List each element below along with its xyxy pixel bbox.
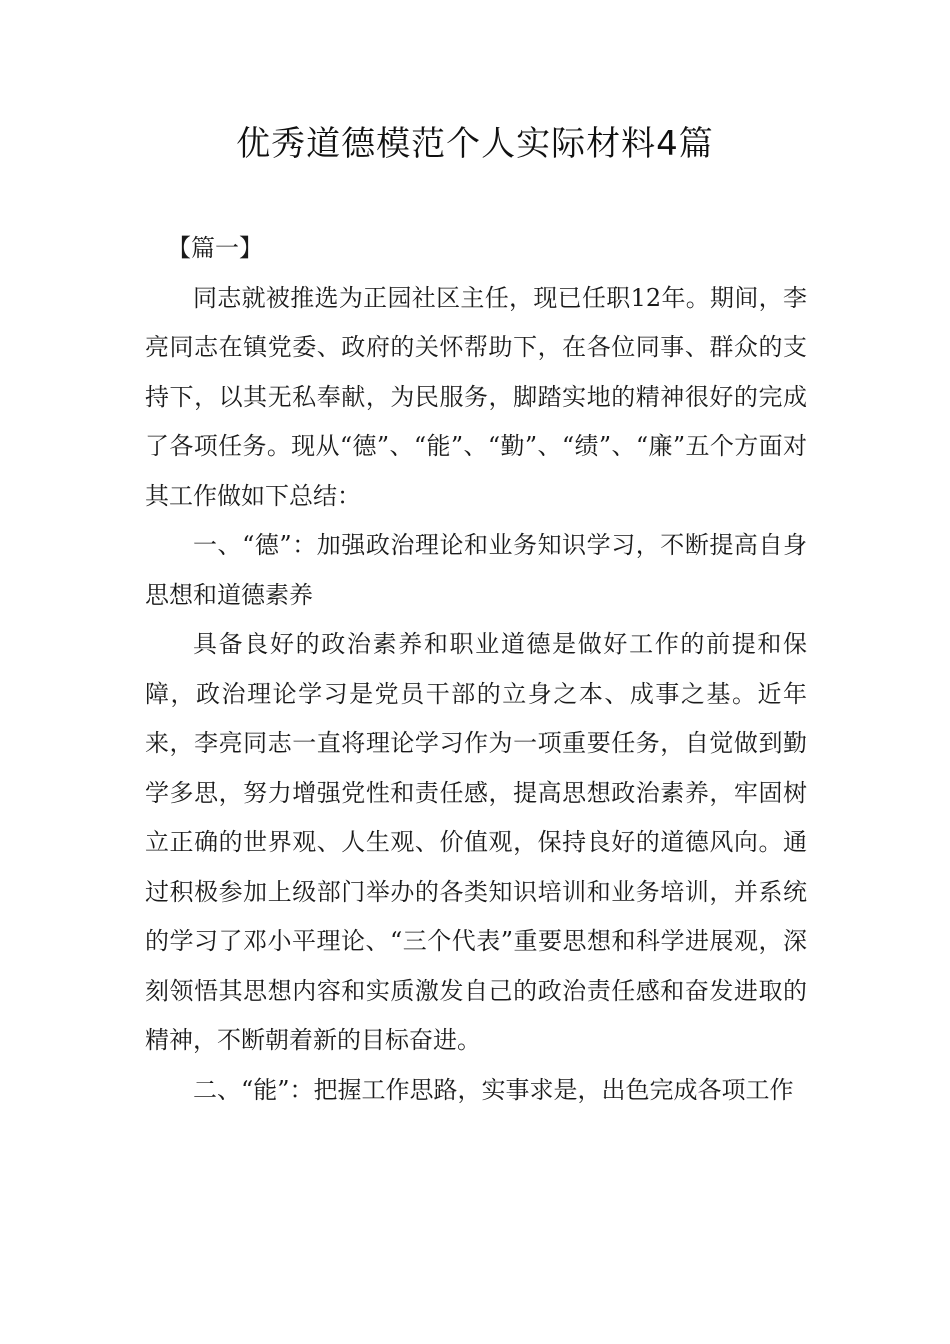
- document-body: [145, 224, 807, 1115]
- heading-de: 一、“德”：加强政治理论和业务知识学习，不断提高自身思想和道德素养: [145, 531, 807, 609]
- paragraph-intro: 同志就被推选为正园社区主任，现已任职12年。期间，李亮同志在镇党委、政府的关怀帮助下，在各位同事、群众的支持下，以其无私奉献，为民服务，脚踏实地的精神很好的完成了各项任务。现从“德”、“能”、“勤”、“绩”、“廉”五个方面对其工作做如下总结：: [145, 283, 807, 510]
- section-label: 【篇一】: [167, 234, 263, 262]
- document-title: 优秀道德模范个人实际材料4篇: [236, 124, 714, 164]
- paragraph-de-body: 具备良好的政治素养和职业道德是做好工作的前提和保障，政治理论学习是党员干部的立身之本、成事之基。近年来，李亮同志一直将理论学习作为一项重要任务，自觉做到勤学多思，努力增强党性和责任感，提高思想政治素养，牢固树立正确的世界观、人生观、价值观，保持良好的道德风向。通过积极参加上级部门举办的各类知识培训和业务培训，并系统的学习了邓小平理论、“三个代表”重要思想和科学进展观，深刻领悟其思想内容和实质激发自己的政治责任感和奋发进取的精神，不断朝着新的目标奋进。: [145, 630, 807, 1054]
- heading-neng: 二、“能”：把握工作思路，实事求是，出色完成各项工作: [193, 1075, 794, 1104]
